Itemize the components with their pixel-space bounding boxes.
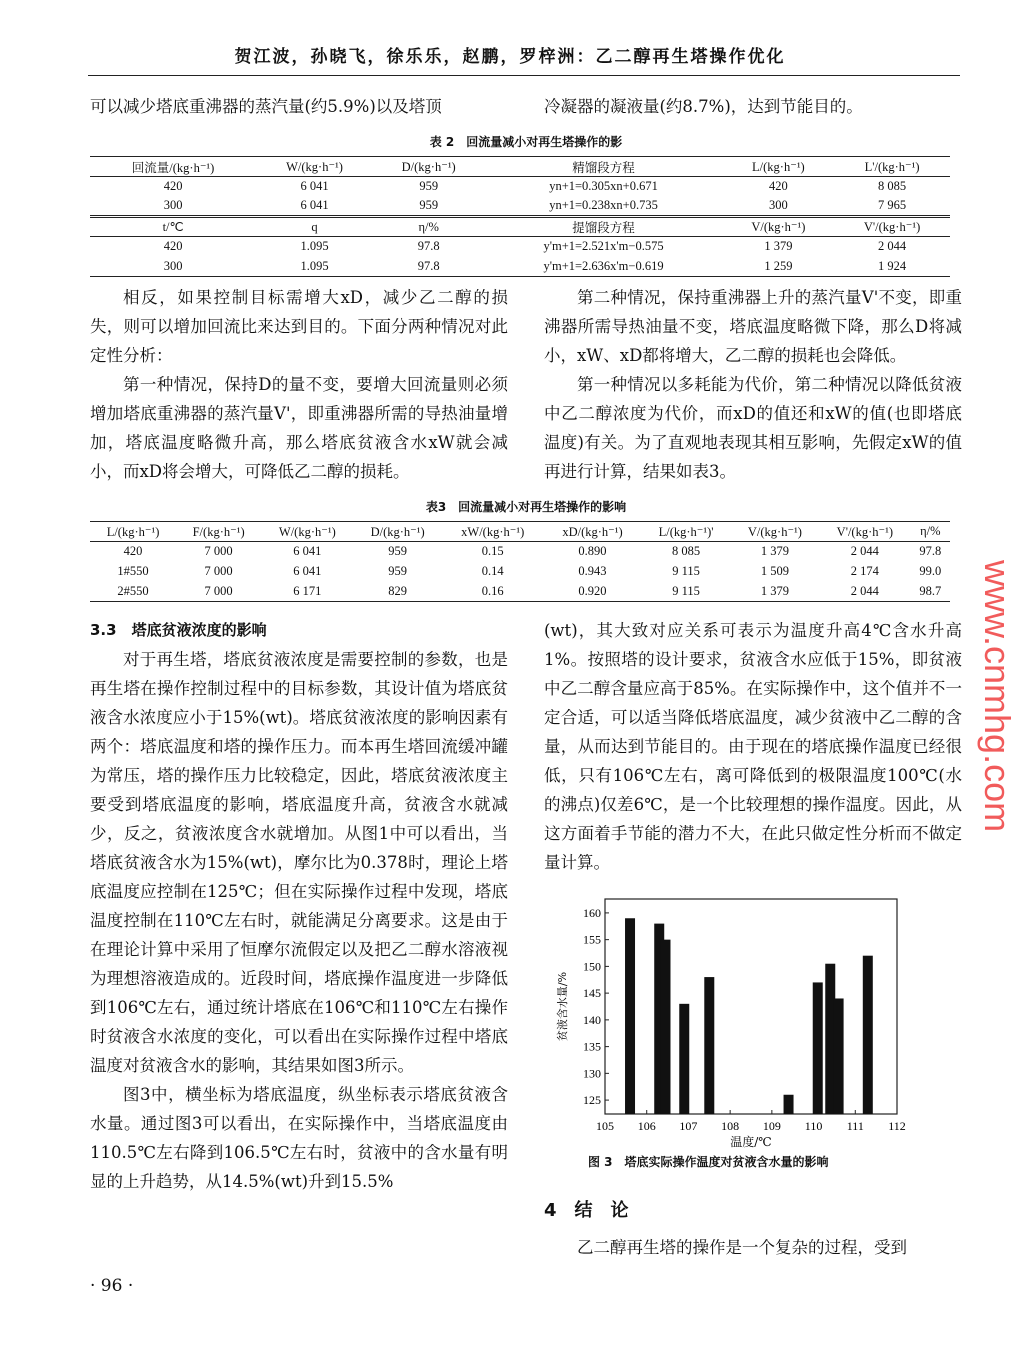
bar (863, 956, 873, 1114)
watermark: www.cnmhg.com (977, 560, 1018, 833)
table-cell: 6 041 (300, 179, 329, 194)
bar (813, 982, 823, 1114)
table-cell: 6 041 (293, 544, 322, 559)
paragraph: 图3中，横坐标为塔底温度，纵坐标表示塔底贫液含水量。通过图3可以看出，在实际操作中，当塔底温度由110.5℃左右降到106.5℃左右时，贫液中的含水量有明显的上升趋势，从14.5%(wt)升到15.5% (90, 1085, 508, 1191)
table-cell: y'm+1=2.636x'm−0.619 (543, 258, 664, 273)
table-cell: 1 379 (764, 239, 793, 254)
x-axis-label: 温度/℃ (730, 1135, 772, 1149)
table-cell: 959 (419, 198, 439, 213)
y-tick-label: 125 (583, 1093, 601, 1108)
table-row (90, 257, 950, 277)
table-cell: 97.8 (417, 258, 440, 273)
table-cell: 1 924 (878, 258, 907, 273)
table-cell: 0.14 (481, 564, 504, 578)
table-row (90, 237, 950, 257)
table-cell: D/(kg·h⁻¹) (373, 157, 485, 177)
table-cell: 0.943 (578, 564, 607, 578)
bar (834, 998, 844, 1114)
table-cell: 1#550 (117, 564, 149, 578)
y-tick-label: 145 (583, 986, 601, 1001)
y-axis-label: 贫液含水量/% (556, 971, 569, 1042)
table-row (90, 197, 950, 217)
table-row (90, 522, 950, 542)
table-cell: 8 085 (878, 179, 907, 194)
table-cell: 1.095 (300, 239, 329, 254)
table-cell: 2 044 (850, 583, 879, 598)
table-cell: 7 965 (878, 198, 907, 213)
table-cell: F/(kg·h⁻¹) (176, 522, 261, 542)
right-column-continuation: (wt)，其大致对应关系可表示为温度升高4℃含水升高1%。按照塔的设计要求，贫液含水应低于15%，即贫液中乙二醇含量应高于85%。在实际操作中，这个值并不一定合适，可以适当降低塔底温度，减少贫液中乙二醇的含量，从而达到节能目的。由于现在的塔底操作温度已经很低，只有106℃左右，离可降低到的极限温度100℃(水的沸点)仅差6℃，是一个比较理想的操作温度。因此，从这方面着手节能的潜力不大，在此只做定性分析而不做定量计算。 (544, 621, 962, 872)
top-right-line: 冷凝器的凝液量(约8.7%)，达到节能目的。 (544, 97, 863, 116)
table-cell: t/℃ (90, 217, 256, 237)
table3 (90, 521, 950, 602)
table-cell: 9 115 (672, 564, 700, 578)
table-cell: 0.890 (578, 544, 607, 559)
table-cell: 0.15 (481, 544, 504, 559)
table-cell: 98.7 (919, 583, 942, 598)
table-cell: 0.16 (481, 583, 504, 598)
table-cell: 420 (769, 179, 788, 194)
table-cell: 2#550 (117, 583, 149, 598)
mid-columns (90, 283, 962, 486)
table-cell: 420 (163, 179, 183, 194)
x-tick-label: 106 (637, 1119, 656, 1133)
table-cell: 回流量/(kg·h⁻¹) (90, 157, 256, 177)
table-cell: 420 (123, 544, 143, 559)
table-cell: 9 115 (672, 583, 700, 598)
table-cell: 959 (388, 544, 408, 559)
table-cell: D/(kg·h⁻¹) (354, 522, 442, 542)
table-cell: 1 379 (760, 583, 789, 598)
bar (784, 1095, 794, 1114)
table-cell: 6 041 (293, 564, 322, 578)
running-header: 贺江波，孙晓飞，徐乐乐，赵鹏，罗梓洲：乙二醇再生塔操作优化 (234, 47, 786, 67)
table-cell: 精馏段方程 (484, 157, 722, 177)
table-cell: η/% (911, 522, 950, 542)
table-cell: 829 (388, 583, 408, 598)
table-cell: 2 044 (850, 544, 879, 559)
table-cell: 1 259 (764, 258, 793, 273)
y-tick-label: 130 (583, 1066, 601, 1081)
table-cell: 0.920 (578, 583, 607, 598)
left-column-paragraphs (90, 283, 508, 486)
top-lines (90, 92, 962, 121)
table-cell: 7 000 (204, 564, 233, 578)
y-tick-label: 150 (583, 959, 601, 974)
table-row (90, 582, 950, 602)
bar (660, 940, 670, 1114)
table-row (90, 157, 950, 177)
section-3-3 (90, 616, 508, 1196)
x-tick-label: 112 (888, 1119, 906, 1133)
table-cell: L'/(kg·h⁻¹) (834, 157, 950, 177)
table-row (90, 542, 950, 562)
table2-title: 表 2 回流量减小对再生塔操作的影 (429, 135, 623, 149)
x-tick-label: 109 (762, 1119, 781, 1133)
table-cell: V'/(kg·h⁻¹) (819, 522, 911, 542)
y-tick-label: 160 (583, 905, 601, 920)
table-cell: 97.8 (417, 239, 440, 254)
section-heading: 3.3 塔底贫液浓度的影响 (90, 621, 267, 639)
table-cell: xW/(kg·h⁻¹) (442, 522, 544, 542)
table-cell: η/% (373, 217, 485, 237)
bar (704, 977, 714, 1114)
table-cell: 6 041 (300, 198, 329, 213)
paragraph: 第一种情况以多耗能为代价，第二种情况以降低贫液中乙二醇浓度为代价，而xD的值还和xW的值(也即塔底温度)有关。为了直观地表现其相互影响，先假定xW的值再进行计算，结果如表3。 (544, 375, 962, 481)
figure3-caption: 图 3 塔底实际操作温度对贫液含水量的影响 (588, 1155, 829, 1169)
table-cell: 959 (388, 564, 408, 578)
table-cell: V/(kg·h⁻¹) (731, 522, 819, 542)
table-cell: y'm+1=2.521x'm−0.575 (543, 239, 664, 254)
figure3-chart (544, 889, 924, 1149)
paragraph: 对于再生塔，塔底贫液浓度是需要控制的参数，也是再生塔在操作控制过程中的目标参数，其设计值为塔底贫液含水浓度应小于15%(wt)。塔底贫液浓度的影响因素有两个：塔底温度和塔的操作压力。而本再生塔回流缓冲罐为常压，塔的操作压力比较稳定，因此，塔底贫液浓度主要受到塔底温度的影响，塔底温度升高，贫液含水就减少，反之，贫液浓度含水就增加。从图1中可以看出，当塔底贫液含水为15%(wt)，摩尔比为0.378时，理论上塔底温度应控制在125℃；但在实际操作过程中发现，塔底温度控制在110℃左右时，就能满足分离要求。这是由于在理论计算中采用了恒摩尔流假定以及把乙二醇水溶液视为理想溶液造成的。近段时间，塔底操作温度进一步降低到106℃左右，通过统计塔底在106℃和110℃左右操作时贫液含水浓度的变化，可以看出在实际操作过程中塔底温度对贫液含水的影响，其结果如图3所示。 (90, 650, 508, 1075)
paragraph: 第一种情况，保持D的量不变，要增大回流量则必须增加塔底重沸器的蒸汽量V'，即重沸器所需的导热油量增加，塔底温度略微升高，那么塔底贫液含水xW就会减小，而xD将会增大，可降低乙二醇的损耗。 (90, 375, 508, 481)
table-row (90, 177, 950, 197)
x-tick-label: 105 (596, 1119, 614, 1133)
table-cell: 1 379 (760, 544, 789, 559)
y-tick-label: 135 (583, 1039, 601, 1054)
table3-title: 表3 回流量减小对再生塔操作的影响 (425, 500, 627, 514)
table-cell: L/(kg·h⁻¹) (723, 157, 835, 177)
table-cell: 1 509 (760, 564, 789, 578)
table-cell: V'/(kg·h⁻¹) (834, 217, 950, 237)
table-cell: 300 (769, 198, 788, 213)
table-cell: 7 000 (204, 544, 233, 559)
table-cell: 7 000 (204, 583, 233, 598)
section-4-heading: 4 结 论 (544, 1200, 629, 1221)
table-cell: 300 (163, 258, 183, 273)
lower-columns (90, 616, 962, 1262)
table-cell: 1.095 (300, 258, 329, 273)
table-cell: 提馏段方程 (484, 217, 722, 237)
table-row (90, 217, 950, 237)
table-cell: q (256, 217, 373, 237)
paragraph: 相反，如果控制目标需增大xD，减少乙二醇的损失，则可以增加回流比来达到目的。下面分两种情况对此定性分析： (90, 288, 508, 365)
table-cell: 2 044 (878, 239, 907, 254)
table-cell: W/(kg·h⁻¹) (261, 522, 353, 542)
table-cell: 300 (163, 198, 183, 213)
page-number: · 96 · (90, 1276, 134, 1296)
header-rule (88, 75, 960, 76)
bar (625, 918, 635, 1114)
bar (679, 1004, 689, 1114)
table-cell: L/(kg·h⁻¹) (90, 522, 176, 542)
table-cell: W/(kg·h⁻¹) (256, 157, 373, 177)
x-tick-label: 108 (721, 1119, 740, 1133)
table-cell: V/(kg·h⁻¹) (723, 217, 835, 237)
paragraph: 第二种情况，保持重沸器上升的蒸汽量V'不变，即重沸器所需导热油量不变，塔底温度略微下降，那么D将减小，xW、xD都将增大，乙二醇的损耗也会降低。 (544, 288, 962, 365)
table-cell: 2 174 (850, 564, 879, 578)
table-cell: 6 171 (293, 583, 322, 598)
x-tick-label: 110 (804, 1119, 823, 1133)
table-cell: 8 085 (672, 544, 701, 559)
table-cell: yn+1=0.238xn+0.735 (549, 198, 658, 213)
table-cell: 97.8 (919, 544, 942, 559)
top-left-line: 可以减少塔底重沸器的蒸汽量(约5.9%)以及塔顶 (90, 97, 442, 116)
table-cell: L/(kg·h⁻¹)' (641, 522, 731, 542)
right-column-paragraphs (544, 283, 962, 486)
x-tick-label: 111 (846, 1119, 864, 1133)
table-cell: yn+1=0.305xn+0.671 (549, 179, 658, 194)
table-row (90, 562, 950, 582)
x-tick-label: 107 (679, 1119, 698, 1133)
plot-frame (605, 899, 897, 1114)
right-lower-column (544, 616, 962, 1262)
table-cell: xD/(kg·h⁻¹) (544, 522, 642, 542)
table-cell: 420 (163, 239, 183, 254)
table-cell: 99.0 (919, 564, 942, 578)
y-tick-label: 155 (583, 932, 601, 947)
table-cell: 959 (419, 179, 439, 194)
page-body (90, 92, 962, 1296)
paragraph: 乙二醇再生塔的操作是一个复杂的过程，受到 (577, 1238, 907, 1257)
table2 (90, 156, 950, 277)
y-tick-label: 140 (583, 1012, 601, 1027)
